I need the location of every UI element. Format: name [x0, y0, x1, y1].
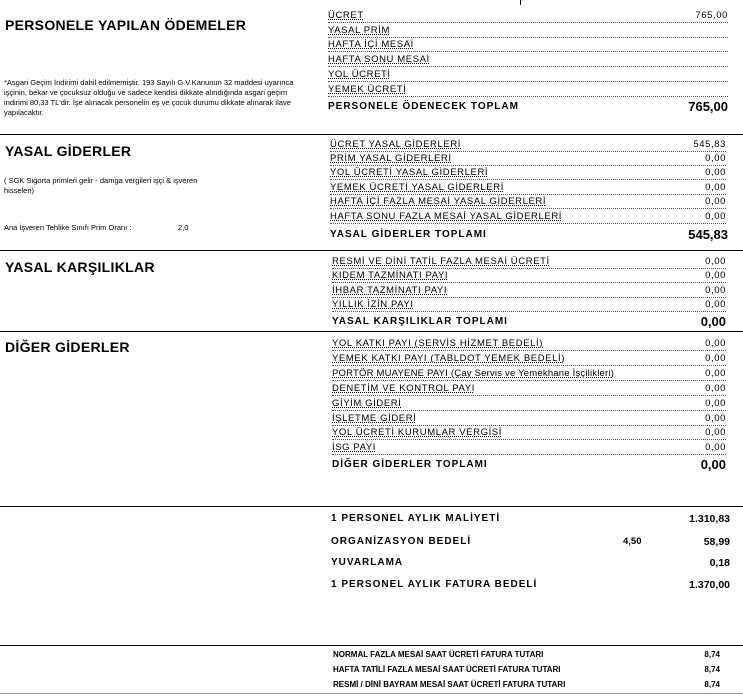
row-label: ÜCRET [328, 10, 364, 21]
row-label: YOL KATKI PAYI (SERVİS HİZMET BEDELİ) [332, 338, 544, 349]
row-value: 545,83 [693, 139, 726, 150]
summary-organizasyon [331, 536, 730, 552]
row-label: YOL ÜCRETİ KURUMLAR VERGİSİ [332, 427, 502, 438]
row-ihbar [332, 285, 726, 299]
section-divider-2 [0, 250, 743, 251]
total-label: PERSONELE ÖDENECEK TOPLAM [328, 101, 519, 112]
bottom-divider [0, 693, 743, 694]
hourly-normal-fazla-mesai [333, 650, 720, 662]
row-yemek-yasal [330, 182, 726, 196]
summary-yuvarlama [331, 557, 730, 573]
row-value: 0,00 [705, 427, 726, 438]
summary-label: ORGANİZASYON BEDELİ [331, 536, 472, 547]
row-yemek-ucreti [328, 84, 728, 98]
row-giyim [332, 398, 726, 412]
summary-value: 1.310,83 [689, 513, 730, 525]
summary-value: 0,18 [709, 557, 730, 569]
total-yasal-karsiliklar [332, 314, 726, 330]
row-kidem [332, 270, 726, 284]
total-personel [328, 99, 728, 115]
row-hafta-ici-fazla-yasal [330, 196, 726, 210]
row-label: DENETİM VE KONTROL PAYI [332, 383, 475, 394]
summary-label: YUVARLAMA [331, 557, 404, 568]
row-denetim [332, 383, 726, 397]
row-label: HAFTA SONU FAZLA MESAİ YASAL GİDERLERİ [330, 211, 563, 222]
row-label: YEMEK ÜCRETİ [328, 84, 407, 95]
total-value: 0,00 [700, 457, 726, 472]
section-divider-4 [0, 506, 743, 507]
row-kurumlar-vergisi [332, 427, 726, 441]
row-resmi-dini-tatil [332, 256, 726, 270]
row-value: 0,00 [705, 442, 726, 453]
row-isletme [332, 413, 726, 427]
row-yemek-katki [332, 353, 726, 367]
row-value: 0,00 [705, 299, 726, 310]
row-value: 0,00 [705, 256, 726, 267]
row-value: 0,00 [705, 398, 726, 409]
total-label: YASAL KARŞILIKLAR TOPLAMI [332, 316, 508, 327]
section-divider-3 [0, 331, 743, 332]
row-label: İŞLETME GİDERİ [332, 413, 417, 424]
row-yillik-izin [332, 299, 726, 313]
summary-label: 1 PERSONEL AYLIK MALİYETİ [331, 513, 501, 524]
hourly-label: NORMAL FAZLA MESAİ SAAT ÜCRETİ FATURA TUTARI [333, 650, 544, 659]
row-value: 0,00 [705, 338, 726, 349]
total-label: YASAL GİDERLER TOPLAMI [330, 229, 487, 240]
section-divider-5 [0, 645, 743, 646]
row-value: 0,00 [705, 383, 726, 394]
row-value: 0,00 [705, 182, 726, 193]
summary-fatura-bedeli [331, 579, 730, 595]
row-value: 0,00 [705, 353, 726, 364]
row-ucret [328, 10, 728, 24]
summary-value: 1.370,00 [689, 579, 730, 591]
section-title-yasal-giderler: YASAL GİDERLER [5, 143, 132, 159]
row-label: YEMEK ÜCRETİ YASAL GİDERLERİ [330, 182, 504, 193]
total-value: 545,83 [688, 227, 728, 242]
row-ucret-yasal [330, 139, 726, 153]
total-diger-giderler [332, 457, 726, 473]
row-yol-ucreti [328, 69, 728, 83]
row-prim-yasal [330, 153, 726, 167]
row-value: 0,00 [705, 270, 726, 281]
row-portor [332, 368, 726, 382]
summary-label: 1 PERSONEL AYLIK FATURA BEDELİ [331, 579, 538, 590]
row-label: HAFTA İÇİ FAZLA MESAİ YASAL GİDERLERİ [330, 196, 547, 207]
row-isg [332, 442, 726, 456]
row-yol-yasal [330, 167, 726, 181]
row-label: PRİM YASAL GİDERLERİ [330, 153, 452, 164]
section-title-diger-giderler: DİĞER GİDERLER [5, 339, 130, 355]
row-label: YASAL PRİM [328, 25, 390, 36]
total-yasal-giderler [330, 227, 728, 243]
section-title-yasal-karsiliklar: YASAL KARŞILIKLAR [5, 259, 155, 275]
row-value: 0,00 [705, 153, 726, 164]
row-label: İSG PAYI [332, 442, 377, 453]
row-value: 0,00 [705, 167, 726, 178]
row-value: 0,00 [705, 368, 726, 379]
row-hafta-ici-mesai [328, 39, 728, 53]
row-label: HAFTA İÇİ MESAİ [328, 39, 414, 50]
row-label: RESMİ VE DİNİ TATİL FAZLA MESAİ ÜCRETİ [332, 256, 550, 267]
hourly-value: 8,74 [704, 680, 720, 689]
row-label: YOL ÜCRETİ [328, 69, 391, 80]
row-label: ÜCRET YASAL GİDERLERİ [330, 139, 462, 150]
row-yasal-prim [328, 25, 728, 39]
row-label: KIDEM TAZMİNATI PAYI [332, 270, 449, 281]
hourly-value: 8,74 [704, 665, 720, 674]
hourly-hafta-tatili [333, 665, 720, 677]
row-value: 0,00 [705, 196, 726, 207]
row-label: YILLIK İZİN PAYI [332, 299, 414, 310]
row-value: 0,00 [705, 211, 726, 222]
total-label: DİĞER GİDERLER TOPLAMI [332, 459, 488, 470]
prim-rate-label: Ana İşveren Tehlike Sınıfı Prim Oranı : [4, 223, 132, 232]
row-label: YEMEK KATKI PAYI (TABLDOT YEMEK BEDELİ) [332, 353, 565, 364]
agi-note: *Asgari Geçim İndirimi dahil edilmemiştir. 193 Sayılı G.V.Kanunun 32 maddesi uyarınca işçinin, bekar ve çocuksuz olduğu ve sadece kendisi dikkate alındığında asgari geçim indirimi 80,33 TL'dir. İşe alınacak personelin eş ve çocuk durumu dikkate alınarak ilave yapılacaktır. [4, 78, 294, 117]
top-tick-divider [520, 0, 521, 5]
row-label: PORTÖR MUAYENE PAYI (Çay Servis ve Yemekhane İşçilikleri) [332, 368, 615, 379]
hourly-label: HAFTA TATİLİ FAZLA MESAİ SAAT ÜCRETİ FATURA TUTARI [333, 665, 561, 674]
row-hafta-sonu-mesai [328, 54, 728, 68]
row-value: 765,00 [695, 10, 728, 21]
prim-rate-value: 2,0 [178, 223, 189, 232]
row-value: 0,00 [705, 413, 726, 424]
row-value: 0,00 [705, 285, 726, 296]
row-yol-katki [332, 338, 726, 352]
row-label: GİYİM GİDERİ [332, 398, 402, 409]
sgk-note: ( SGK Sigorta primleri gelir - damga vergileri işçi & işveren hisseleri) [4, 176, 198, 195]
section-title-personel: PERSONELE YAPILAN ÖDEMELER [5, 17, 247, 33]
summary-value: 58,99 [703, 536, 730, 548]
summary-aylik-maliyet [331, 513, 730, 529]
hourly-label: RESMİ / DİNİ BAYRAM MESAİ SAAT ÜCRETİ FATURA TUTARI [333, 680, 566, 689]
hourly-resmi-dini-bayram [333, 680, 720, 692]
hourly-value: 8,74 [704, 650, 720, 659]
summary-rate: 4,50 [623, 536, 642, 547]
row-label: HAFTA SONU MESAİ [328, 54, 430, 65]
section-divider-1 [0, 134, 743, 135]
row-hafta-sonu-fazla-yasal [330, 211, 726, 225]
row-label: YOL ÜCRETİ YASAL GİDERLERİ [330, 167, 489, 178]
total-value: 765,00 [688, 99, 728, 114]
total-value: 0,00 [700, 314, 726, 329]
row-label: İHBAR TAZMİNATI PAYI [332, 285, 448, 296]
